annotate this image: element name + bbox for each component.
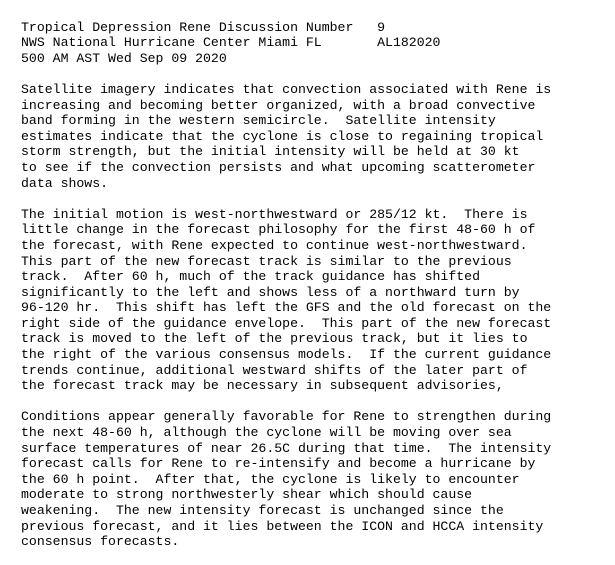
text-line: consensus forecasts. [21, 534, 180, 550]
text-line: estimates indicate that the cyclone is close to regaining tropical [21, 128, 544, 144]
paragraph-satellite [21, 82, 615, 191]
text-line: right side of the guidance envelope. This part of the new forecast [21, 315, 552, 331]
paragraph-motion [21, 207, 615, 394]
text-line: the forecast, with Rene expected to continue west-northwestward. [21, 237, 528, 253]
text-line: Satellite imagery indicates that convection associated with Rene is [21, 81, 552, 97]
text-line: This part of the new forecast track is similar to the previous [21, 253, 512, 269]
text-line: Conditions appear generally favorable for Rene to strengthen during [21, 409, 552, 425]
text-line: the forecast track may be necessary in subsequent advisories, [21, 378, 504, 394]
blank-line [21, 66, 615, 82]
text-line: The initial motion is west-northwestward or 285/12 kt. There is [21, 206, 528, 222]
blank-line [21, 394, 615, 410]
text-line: to see if the convection persists and what upcoming scatterometer [21, 159, 536, 175]
text-line: the right of the various consensus models. If the current guidance [21, 347, 552, 363]
text-line: data shows. [21, 175, 109, 191]
text-line: moderate to strong northwesterly shear which should cause [21, 487, 473, 503]
text-line: the 60 h point. After that, the cyclone is likely to encounter [21, 471, 520, 487]
text-line: track is moved to the left of the previous track, but it lies to [21, 331, 528, 347]
text-line: forecast calls for Rene to re-intensify and become a hurricane by [21, 456, 536, 472]
text-line: band forming in the western semicircle. Satellite intensity [21, 113, 496, 129]
text-line: the next 48-60 h, although the cyclone will be moving over sea [21, 425, 512, 441]
text-line: previous forecast, and it lies between the ICON and HCCA intensity [21, 518, 544, 534]
blank-line [21, 191, 615, 207]
paragraph-intensity [21, 409, 615, 549]
text-line: trends continue, additional westward shifts of the later part of [21, 362, 528, 378]
text-line: track. After 60 h, much of the track guidance has shifted [21, 269, 480, 285]
discussion-title: Tropical Depression Rene Discussion Number 9 [21, 19, 386, 35]
text-line: little change in the forecast philosophy for the first 48-60 h of [21, 222, 536, 238]
text-line: increasing and becoming better organized, with a broad convective [21, 97, 536, 113]
text-line: surface temperatures of near 26.5C during that time. The intensity [21, 440, 552, 456]
text-line: significantly to the left and shows less of a northward turn by [21, 284, 520, 300]
text-line: storm strength, but the initial intensity will be held at 30 kt [21, 144, 520, 160]
text-line: 96-120 hr. This shift has left the GFS and the old forecast on the [21, 300, 552, 316]
issue-time: 500 AM AST Wed Sep 09 2020 [21, 50, 227, 66]
issuing-office: NWS National Hurricane Center Miami FL AL182020 [21, 35, 441, 51]
text-line: weakening. The new intensity forecast is unchanged since the [21, 503, 504, 518]
